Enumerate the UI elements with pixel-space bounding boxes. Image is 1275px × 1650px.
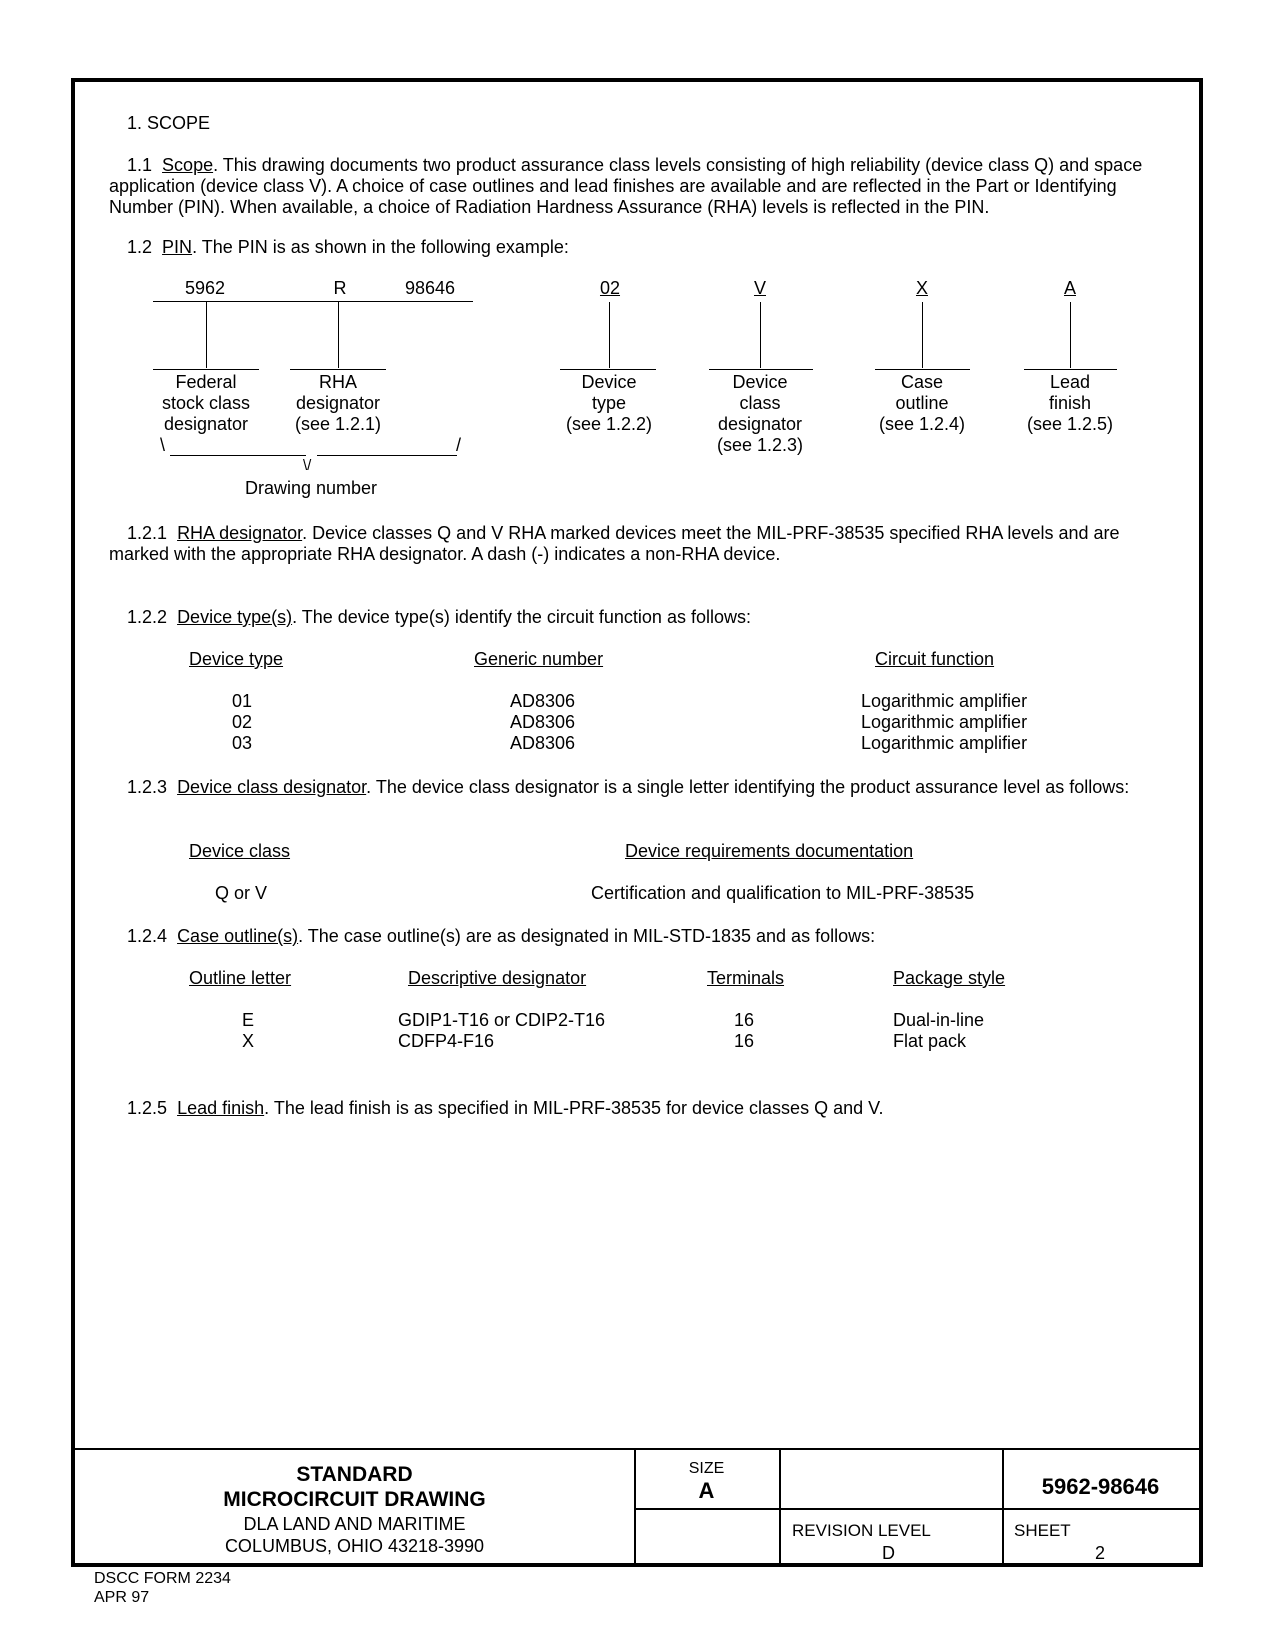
- section-title: Scope: [162, 155, 214, 175]
- pin-label-federal: Federal stock class designator: [161, 372, 251, 434]
- pin-rha-code: R: [333, 278, 347, 298]
- section-title: Device type(s): [177, 607, 293, 627]
- table-header: Outline letter: [189, 968, 292, 988]
- table-cell: 16: [734, 1031, 755, 1051]
- table-cell: AD8306: [510, 691, 576, 711]
- pin-stem: [338, 302, 339, 368]
- table-cell: AD8306: [510, 712, 576, 732]
- table-header: Terminals: [707, 968, 785, 988]
- table-cell: Certification and qualification to MIL-PRF-38535: [591, 883, 975, 903]
- section-number: 1.2.1: [127, 523, 168, 543]
- paragraph-1-2-4: [127, 926, 875, 947]
- table-header: Descriptive designator: [408, 968, 587, 988]
- section-text: . The lead finish is as specified in MIL-PRF-38535 for device classes Q and V.: [264, 1098, 884, 1118]
- table-cell: 16: [734, 1010, 755, 1030]
- brace-left: \: [160, 435, 166, 455]
- section-title: RHA designator: [177, 523, 303, 543]
- table-cell: GDIP1-T16 or CDIP2-T16: [398, 1010, 606, 1030]
- pin-bar: [560, 369, 656, 370]
- section-title: Lead finish: [177, 1098, 265, 1118]
- title-standard: STANDARD: [296, 1463, 413, 1486]
- pin-stem: [1070, 302, 1071, 368]
- pin-case-outline-code: X: [915, 278, 928, 298]
- table-cell: Q or V: [215, 883, 268, 903]
- section-text: . The case outline(s) are as designated in MIL-STD-1835 and as follows:: [298, 926, 876, 946]
- title-microcircuit-drawing: MICROCIRCUIT DRAWING: [223, 1488, 486, 1511]
- sheet-label: SHEET: [1014, 1521, 1071, 1540]
- sheet-value: 2: [1095, 1543, 1106, 1563]
- pin-lead-finish-code: A: [1063, 278, 1076, 298]
- brace-point: \/: [303, 457, 312, 474]
- table-cell: 02: [232, 712, 253, 732]
- table-header: Package style: [893, 968, 1006, 988]
- brace-line: [317, 455, 457, 456]
- brace-line: [170, 455, 306, 456]
- drawing-number-label: Drawing number: [245, 478, 378, 498]
- drawing-number: 5962-98646: [1041, 1474, 1160, 1499]
- pin-label-lead-finish: Lead finish (see 1.2.5): [1026, 372, 1114, 434]
- table-cell: Dual-in-line: [893, 1010, 985, 1030]
- section-number: 1.2.3: [127, 777, 168, 797]
- section-text: . The PIN is as shown in the following example:: [192, 237, 569, 257]
- table-header: Device class: [189, 841, 291, 861]
- pin-device-class-code: V: [753, 278, 766, 298]
- section-number: 1.2.2: [127, 607, 168, 627]
- pin-label-case-outline: Case outline (see 1.2.4): [878, 372, 966, 434]
- table-header: Device requirements documentation: [625, 841, 914, 861]
- section-number: 1.1: [127, 155, 153, 175]
- paragraph-1-1: [109, 155, 1169, 218]
- paragraph-1-2-5: [127, 1098, 883, 1119]
- size-value: A: [698, 1478, 715, 1503]
- pin-stem: [206, 302, 207, 368]
- revision-label: REVISION LEVEL: [792, 1521, 931, 1540]
- paragraph-1-2-3: [109, 777, 1169, 798]
- pin-bar: [1024, 369, 1117, 370]
- pin-bar: [290, 369, 386, 370]
- section-number: 1.2: [127, 237, 153, 257]
- size-label: SIZE: [688, 1460, 725, 1477]
- section-text: . The device type(s) identify the circuit function as follows:: [292, 607, 751, 627]
- pin-stem: [922, 302, 923, 368]
- title-block-divider: [1002, 1448, 1004, 1563]
- pin-bar: [709, 369, 813, 370]
- section-heading: 1. SCOPE: [127, 113, 211, 133]
- section-text: . Device classes Q and V RHA marked devices meet the MIL-PRF-38535 specified RHA levels and are marked with the appropriate RHA designator. A dash (-) indicates a non-RHA device.: [109, 523, 1120, 564]
- pin-drawing-code: 98646: [404, 278, 456, 298]
- table-header: Device type: [189, 649, 284, 669]
- pin-device-type-code: 02: [599, 278, 621, 298]
- pin-label-device-type: Device type (see 1.2.2): [565, 372, 653, 434]
- form-date: APR 97: [94, 1589, 150, 1606]
- table-cell: E: [242, 1010, 255, 1030]
- pin-federal-code: 5962: [184, 278, 226, 298]
- pin-stem: [609, 302, 610, 368]
- title-block-top-border: [75, 1448, 1199, 1450]
- section-text: . The device class designator is a single letter identifying the product assurance level as follows:: [366, 777, 1130, 797]
- pin-stem: [760, 302, 761, 368]
- table-cell: 03: [232, 733, 253, 753]
- table-cell: X: [242, 1031, 255, 1051]
- paragraph-1-2: [127, 237, 569, 258]
- title-address: COLUMBUS, OHIO 43218-3990: [224, 1536, 485, 1556]
- title-agency: DLA LAND AND MARITIME: [243, 1514, 466, 1534]
- revision-value: D: [882, 1543, 895, 1563]
- section-number: 1.2.4: [127, 926, 168, 946]
- paragraph-1-2-2: [127, 607, 751, 628]
- table-cell: Logarithmic amplifier: [861, 733, 1028, 753]
- title-block-divider: [779, 1448, 781, 1563]
- section-title: PIN: [162, 237, 193, 257]
- pin-underline: [153, 301, 473, 302]
- brace-right: /: [456, 435, 462, 455]
- paragraph-1-2-1: [109, 523, 1169, 565]
- section-number: 1.2.5: [127, 1098, 168, 1118]
- pin-bar: [875, 369, 970, 370]
- section-title: Case outline(s): [177, 926, 299, 946]
- table-cell: 01: [232, 691, 253, 711]
- section-text: . This drawing documents two product assurance class levels consisting of high reliability (device class Q) and space application (device class V). A choice of case outlines and lead finishes are available and are reflected in the Part or Identifying Number (PIN). When available, a choice of Radiation Hardness Assurance (RHA) levels is reflected in the PIN.: [109, 155, 1143, 217]
- table-cell: Logarithmic amplifier: [861, 712, 1028, 732]
- pin-label-device-class: Device class designator (see 1.2.3): [716, 372, 804, 455]
- table-cell: CDFP4-F16: [398, 1031, 495, 1051]
- table-header: Generic number: [474, 649, 604, 669]
- pin-label-rha: RHA designator (see 1.2.1): [294, 372, 382, 434]
- table-cell: AD8306: [510, 733, 576, 753]
- pin-bar: [153, 369, 259, 370]
- table-cell: Flat pack: [893, 1031, 967, 1051]
- title-block-mid-border: [634, 1508, 1199, 1510]
- section-title: Device class designator: [177, 777, 367, 797]
- table-cell: Logarithmic amplifier: [861, 691, 1028, 711]
- form-number: DSCC FORM 2234: [94, 1570, 231, 1587]
- table-header: Circuit function: [875, 649, 995, 669]
